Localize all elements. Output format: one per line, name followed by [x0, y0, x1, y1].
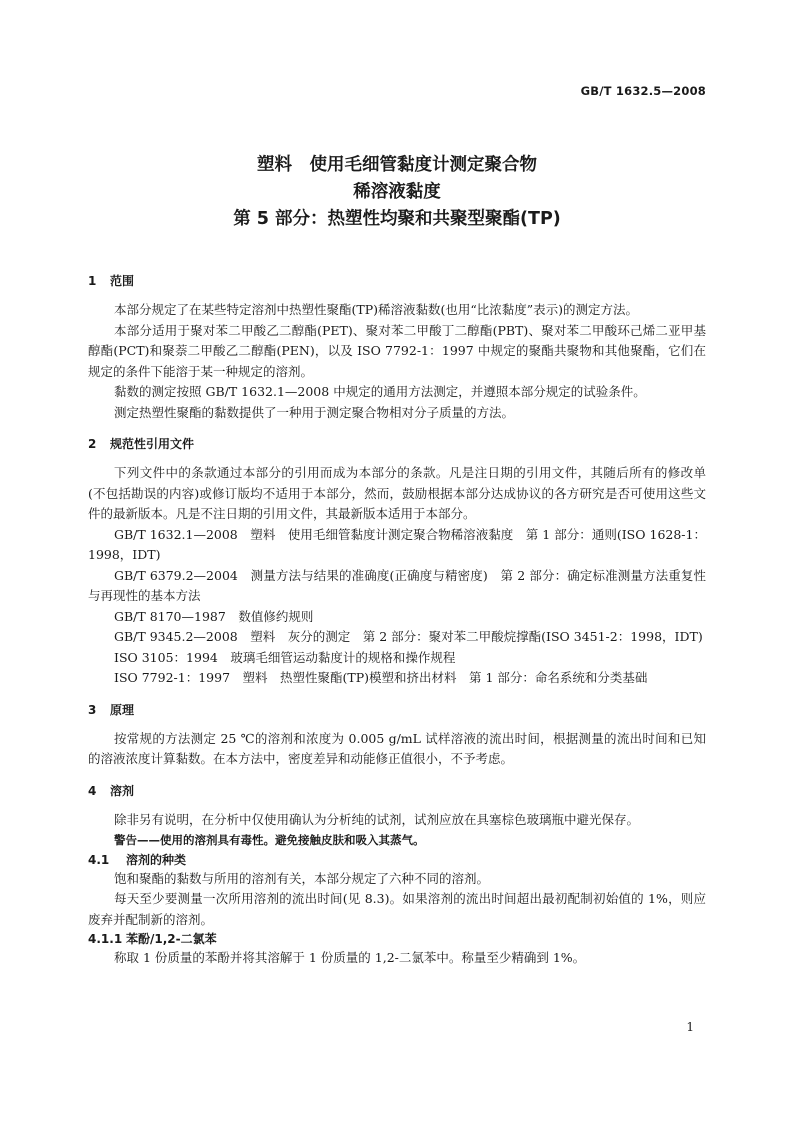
document-body — [88, 272, 706, 969]
paragraph: 除非另有说明，在分析中仅使用确认为分析纯的试剂，试剂应放在具塞棕色玻璃瓶中避光保存。 — [114, 811, 640, 827]
section-heading: 4 溶剂 — [88, 783, 135, 798]
reference-item: GB/T 9345.2—2008 塑料 灰分的测定 第 2 部分：聚对苯二甲酸烷撑酯(ISO 3451-2：1998，IDT) — [114, 629, 703, 644]
section-solvents — [88, 782, 706, 969]
title-line-1: 塑料 使用毛细管黏度计测定聚合物 — [257, 155, 537, 175]
reference-item: GB/T 6379.2—2004 测量方法与结果的准确度(正确度与精密度) 第 2 部分：确定标准测量方法重复性与再现性的基本方法 — [88, 567, 706, 603]
paragraph: 本部分适用于聚对苯二甲酸乙二醇酯(PET)、聚对苯二甲酸丁二醇酯(PBT)、聚对苯二甲酸环己烯二亚甲基醇酯(PCT)和聚萘二甲酸乙二醇酯(PEN)，以及 ISO 7792-1：1997 中规定的聚酯共聚物和其他聚酯，它们在规定的条件下能溶于某一种规定的溶剂。 — [88, 322, 706, 379]
warning-text: 警告——使用的溶剂具有毒性。避免接触皮肤和吸入其蒸气。 — [114, 833, 425, 847]
section-heading: 1 范围 — [88, 274, 135, 288]
reference-item: GB/T 8170—1987 数值修约规则 — [114, 608, 314, 624]
paragraph: 下列文件中的条款通过本部分的引用而成为本部分的条款。凡是注日期的引用文件，其随后所有的修改单(不包括勘误的内容)或修订版均不适用于本部分，然而，鼓励根据本部分达成协议的各方研究是否可使用这些文件的最新版本。凡是不注日期的引用文件，其最新版本适用于本部分。 — [88, 465, 706, 521]
standard-code: GB/T 1632.5—2008 — [580, 84, 706, 98]
paragraph: 按常规的方法测定 25 ℃的溶剂和浓度为 0.005 g/mL 试样溶液的流出时间，根据测量的流出时间和已知的溶液浓度计算黏数。在本方法中，密度差异和动能修正值很小，不予考虑。 — [88, 730, 706, 766]
reference-item: ISO 7792-1：1997 塑料 热塑性聚酯(TP)模塑和挤出材料 第 1 部分：命名系统和分类基础 — [114, 670, 648, 685]
title-line-2: 稀溶液黏度 — [353, 182, 441, 202]
paragraph: 测定热塑性聚酯的黏数提供了一种用于测定聚合物相对分子质量的方法。 — [114, 404, 515, 420]
reference-item: GB/T 1632.1—2008 塑料 使用毛细管黏度计测定聚合物稀溶液黏度 第 1 部分：通则(ISO 1628-1：1998，IDT) — [88, 526, 706, 562]
section-heading: 3 原理 — [88, 702, 135, 717]
document-title — [0, 152, 794, 233]
paragraph: 每天至少要测量一次所用溶剂的流出时间(见 8.3)。如果溶剂的流出时间超出最初配制初始值的 1%，则应废弃并配制新的溶剂。 — [88, 891, 706, 927]
paragraph: 称取 1 份质量的苯酚并将其溶解于 1 份质量的 1,2-二氯苯中。称量至少精确到 1%。 — [114, 950, 586, 965]
paragraph: 黏数的测定按照 GB/T 1632.1—2008 中规定的通用方法测定，并遵照本部分规定的试验条件。 — [114, 384, 646, 399]
paragraph: 本部分规定了在某些特定溶剂中热塑性聚酯(TP)稀溶液黏数(也用“比浓黏度”表示)的测定方法。 — [114, 302, 639, 317]
reference-item: ISO 3105：1994 玻璃毛细管运动黏度计的规格和操作规程 — [114, 649, 456, 665]
section-heading: 2 规范性引用文件 — [88, 437, 195, 451]
subsection-heading: 4.1 溶剂的种类 — [88, 852, 187, 867]
section-scope — [88, 272, 706, 423]
section-normative-references — [88, 435, 706, 689]
title-line-3: 第 5 部分：热塑性均聚和共聚型聚酯(TP) — [233, 209, 561, 229]
page-number: 1 — [686, 1020, 694, 1034]
paragraph: 饱和聚酯的黏数与所用的溶剂有关，本部分规定了六种不同的溶剂。 — [114, 870, 490, 886]
section-principle — [88, 701, 706, 770]
subsection-heading: 4.1.1 苯酚/1,2-二氯苯 — [88, 932, 217, 946]
